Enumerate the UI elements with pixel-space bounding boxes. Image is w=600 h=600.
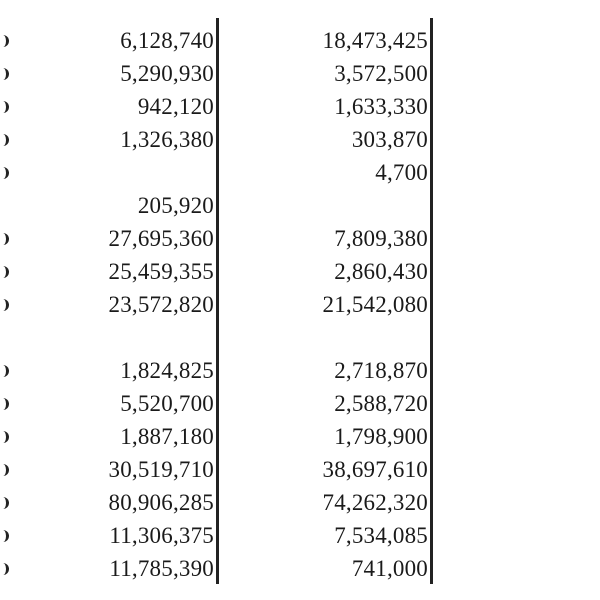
cell-column-2: 7,534,085 [334, 523, 428, 548]
cell-column-1: 30,519,710 [108, 457, 214, 482]
cell-column-1: 25,459,355 [108, 259, 214, 284]
cell-column-1: 1,824,825 [120, 358, 214, 383]
cell-column-1: 80,906,285 [108, 490, 214, 515]
cell-column-2: 2,588,720 [334, 391, 428, 416]
cell-column-2: 3,572,500 [334, 61, 428, 86]
cell-column-2: 1,798,900 [334, 424, 428, 449]
table-row [0, 57, 600, 90]
table-row [0, 222, 600, 255]
table-row [0, 552, 600, 585]
table-row [0, 24, 600, 57]
number-table [0, 24, 600, 585]
cell-column-2: 741,000 [351, 556, 428, 581]
table-row [0, 387, 600, 420]
table-row [0, 321, 600, 354]
cell-column-2: 2,718,870 [334, 358, 428, 383]
cell-column-2: 4,700 [375, 160, 428, 185]
cell-column-1: 11,785,390 [109, 556, 214, 581]
table-row [0, 486, 600, 519]
table-row [0, 420, 600, 453]
cell-column-1: 1,887,180 [120, 424, 214, 449]
table-row [0, 255, 600, 288]
table-row [0, 90, 600, 123]
table-row [0, 123, 600, 156]
cell-column-2: 74,262,320 [322, 490, 428, 515]
table-row [0, 288, 600, 321]
cell-column-2: 7,809,380 [334, 226, 428, 251]
cell-column-1: 6,128,740 [120, 28, 214, 53]
cell-column-1: 942,120 [137, 94, 214, 119]
cell-column-1: 11,306,375 [109, 523, 214, 548]
cell-column-1: 5,520,700 [120, 391, 214, 416]
cell-column-2: 21,542,080 [322, 292, 428, 317]
cell-column-1: 27,695,360 [108, 226, 214, 251]
cell-column-1: 205,920 [137, 193, 214, 218]
table-row [0, 354, 600, 387]
cell-column-2: 303,870 [351, 127, 428, 152]
cell-column-2: 38,697,610 [322, 457, 428, 482]
cell-column-1: 5,290,930 [120, 61, 214, 86]
cell-column-1: 23,572,820 [108, 292, 214, 317]
cell-column-2: 2,860,430 [334, 259, 428, 284]
table-row [0, 156, 600, 189]
cell-column-2: 1,633,330 [334, 94, 428, 119]
table-row [0, 453, 600, 486]
table-row [0, 519, 600, 552]
cell-column-1: 1,326,380 [120, 127, 214, 152]
cell-column-2: 18,473,425 [322, 28, 428, 53]
table-row [0, 189, 600, 222]
